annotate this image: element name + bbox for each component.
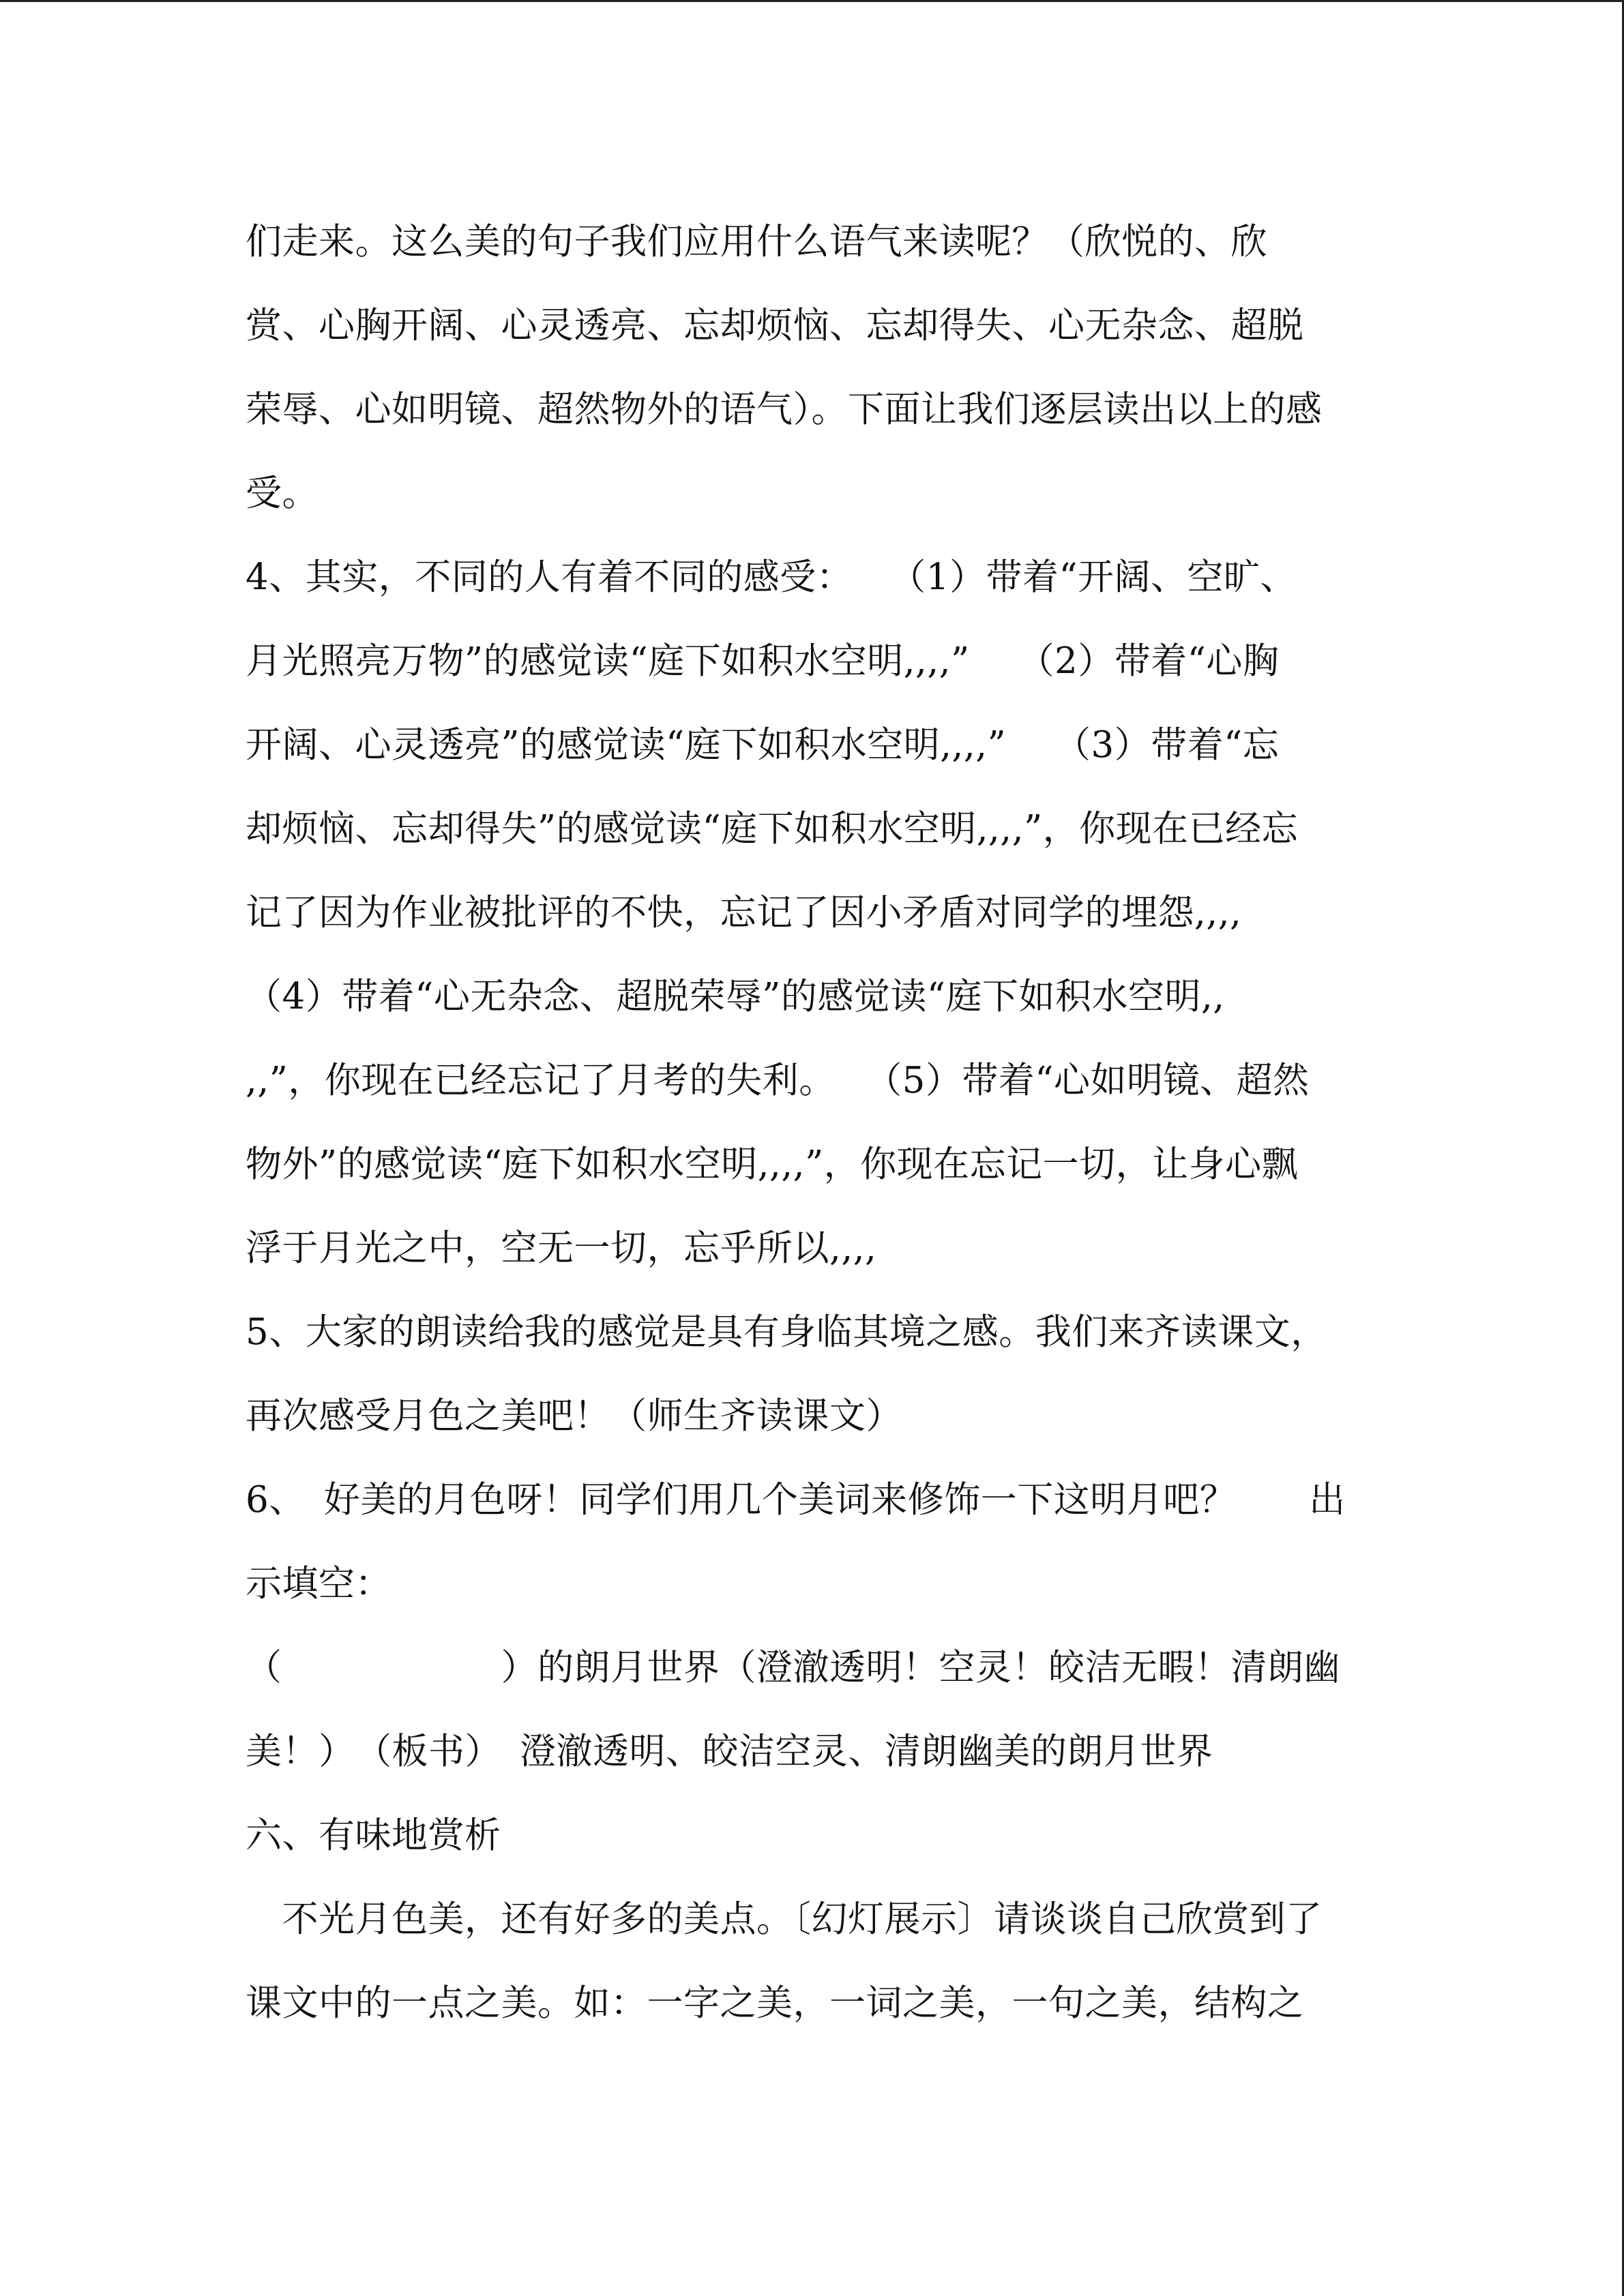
text-line: 月光照亮万物”的感觉读“庭下如积水空明,,,,” （2）带着“心胸 [246,640,1280,682]
text-line: 赏、心胸开阔、心灵透亮、忘却烦恼、忘却得失、心无杂念、超脱 [246,305,1304,346]
text-line: 5、大家的朗读给我的感觉是具有身临其境之感。我们来齐读课文， [246,1311,1327,1353]
text-line: 记了因为作业被批评的不快，忘记了因小矛盾对同学的埋怨,,,, [246,892,1242,934]
text-line: 物外”的感觉读“庭下如积水空明,,,,”，你现在忘记一切，让身心飘 [246,1144,1299,1185]
text-line: 再次感受月色之美吧！（师生齐读课文） [246,1395,902,1437]
text-line: 受。 [246,473,319,514]
text-line: 们走来。这么美的句子我们应用什么语气来读呢？（欣悦的、欣 [246,221,1267,263]
text-line: 开阔、心灵透亮”的感觉读“庭下如积水空明,,,,” （3）带着“忘 [246,724,1280,766]
text-line: 美！） （板书） 澄澈透明、皎洁空灵、清朗幽美的朗月世界 [246,1731,1213,1772]
text-line: 荣辱、心如明镜、超然物外的语气）。下面让我们逐层读出以上的感 [246,389,1323,430]
text-line: ,,”，你现在已经忘记了月考的失利。 （5）带着“心如明镜、超然 [246,1060,1310,1101]
text-line: 浮于月光之中，空无一切，忘乎所以,,,, [246,1227,877,1269]
section-heading: 六、有味地赏析 [246,1815,501,1856]
text-line: 不光月色美，还有好多的美点。〔幻灯展示〕请谈谈自己欣赏到了 [246,1898,1323,1940]
document-body [246,205,1378,2051]
text-line: 课文中的一点之美。如：一字之美，一词之美，一句之美，结构之 [246,1982,1304,2024]
text-line: （ ）的朗月世界（澄澈透明！空灵！皎洁无暇！清朗幽 [246,1647,1340,1688]
text-line: 6、 好美的月色呀！同学们用几个美词来修饰一下这明月吧？ 出 [246,1479,1346,1521]
text-line: 示填空： [246,1563,392,1605]
text-line: （4）带着“心无杂念、超脱荣辱”的感觉读“庭下如积水空明,, [246,976,1225,1017]
text-line: 却烦恼、忘却得失”的感觉读“庭下如积水空明,,,,”，你现在已经忘 [246,808,1299,850]
text-line: 4、其实，不同的人有着不同的感受： （1）带着“开阔、空旷、 [246,556,1297,598]
